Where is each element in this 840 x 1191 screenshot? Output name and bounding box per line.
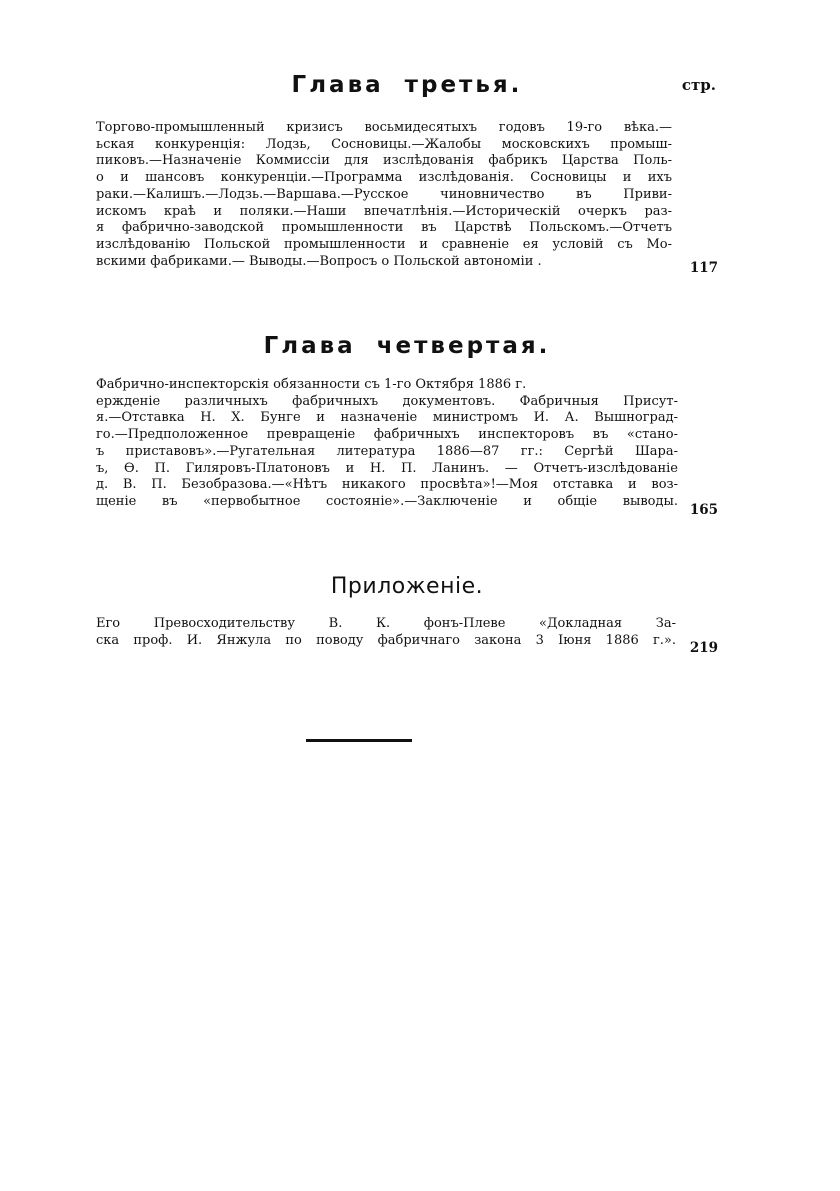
chapter-three-title: Глава третья. xyxy=(291,72,523,98)
contents-line: Фабрично-инспекторскія обязанности съ 1-го Октября 1886 г. xyxy=(96,377,527,392)
contents-line: я фабрично-заводской промышленности въ Царствѣ Польскомъ.—Отчетъ xyxy=(96,220,672,236)
contents-line: щеніе въ «первобытное состояніе».—Заключеніе и общіе выводы. xyxy=(96,493,678,509)
contents-line: о и шансовъ конкуренціи.—Программа изслѣдованія. Сосновицы и ихъ xyxy=(96,170,672,186)
page-column-heading: стр. xyxy=(681,76,716,94)
closing-rule xyxy=(306,739,412,742)
contents-line: ержденіе различныхъ фабричныхъ документовъ. Фабричныя Присут- xyxy=(96,393,678,409)
appendix-contents xyxy=(96,616,676,649)
chapter-four-section xyxy=(96,333,718,518)
contents-line: вскими фабриками.— Выводы.—Вопросъ о Польской автономіи . xyxy=(96,253,542,269)
contents-line: я.—Отставка Н. Х. Бунге и назначеніе министромъ И. А. Вышноград- xyxy=(96,410,678,426)
chapter-three-page-number: 117 xyxy=(689,260,718,276)
chapter-three-contents xyxy=(96,120,672,270)
contents-line: ска проф. И. Янжула по поводу фабричнаго закона 3 Іюня 1886 г.». xyxy=(96,632,676,648)
contents-line: ьская конкуренція: Лодзь, Сосновицы.—Жалобы московскихъ промыш- xyxy=(96,136,672,152)
contents-line: д. В. П. Безобразова.—«Нѣтъ никакого просвѣта»!—Моя отставка и воз- xyxy=(96,477,678,493)
appendix-page-number: 219 xyxy=(689,640,718,656)
contents-line: Его Превосходительству В. К. фонъ-Плеве «Докладная За- xyxy=(96,616,676,631)
contents-line: пиковъ.—Назначеніе Коммиссіи для изслѣдованія фабрикъ Царства Поль- xyxy=(96,153,672,169)
contents-line: ъ, Ѳ. П. Гиляровъ-Платоновъ и Н. П. Ланинъ. — Отчетъ-изслѣдованіе xyxy=(96,460,678,476)
chapter-three-section xyxy=(96,72,718,276)
contents-line: го.—Предположенное превращеніе фабричныхъ инспекторовъ въ «стано- xyxy=(96,427,678,443)
chapter-four-title: Глава четвертая. xyxy=(263,333,551,359)
contents-line: искомъ краѣ и поляки.—Наши впечатлѣнія.—Историческій очеркъ раз- xyxy=(96,203,672,219)
contents-line: раки.—Калишъ.—Лодзь.—Варшава.—Русское чиновничество въ Приви- xyxy=(96,186,672,202)
contents-line: ъ приставовъ».—Ругательная литература 1886—87 гг.: Сергѣй Шара- xyxy=(96,443,678,459)
appendix-title: Приложеніе. xyxy=(330,574,484,599)
contents-line: изслѣдованію Польской промышленности и сравненіе ея условій съ Мо- xyxy=(96,236,672,252)
chapter-four-page-number: 165 xyxy=(689,502,718,518)
contents-line: Торгово-промышленный кризисъ восьмидесятыхъ годовъ 19-го вѣка.— xyxy=(96,120,672,135)
appendix-section xyxy=(96,574,718,656)
chapter-four-contents xyxy=(96,377,678,511)
